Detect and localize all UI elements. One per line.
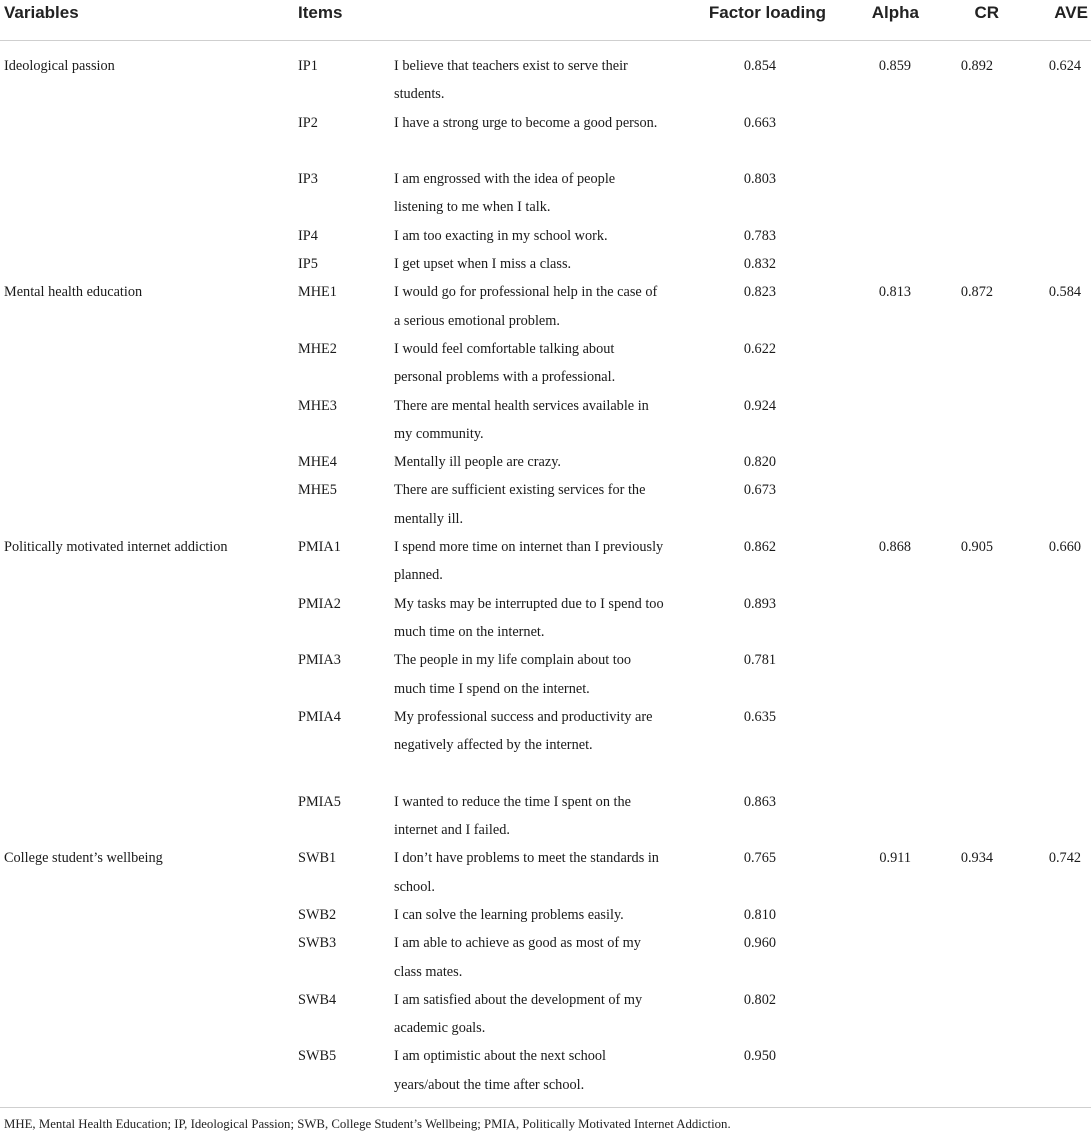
factor-loading: 0.810 xyxy=(743,906,776,923)
table-row xyxy=(0,929,1091,986)
factor-loading: 0.823 xyxy=(743,284,776,301)
table-body xyxy=(0,41,1091,1099)
item-text: The people in my life complain about too much time I spend on the internet. xyxy=(394,652,632,697)
item-text: There are sufficient existing services for the mentally ill. xyxy=(394,482,646,527)
factor-loading: 0.622 xyxy=(743,340,776,357)
item-code: MHE4 xyxy=(298,454,337,471)
cr-value: 0.934 xyxy=(960,850,993,867)
header-ave: AVE xyxy=(1054,3,1088,22)
item-code: PMIA2 xyxy=(298,595,341,612)
variable-name: Mental health education xyxy=(4,284,143,301)
item-text: I don’t have problems to meet the standards in school. xyxy=(394,850,659,895)
header-cr: CR xyxy=(974,3,999,22)
table-row xyxy=(0,788,1091,845)
variable-name: Ideological passion xyxy=(4,58,115,74)
header-items: Items xyxy=(298,3,343,22)
item-text: Mentally ill people are crazy. xyxy=(394,454,561,471)
item-code: IP3 xyxy=(298,171,318,188)
factor-loading: 0.863 xyxy=(743,793,776,810)
alpha-value: 0.911 xyxy=(879,850,911,867)
factor-loading: 0.802 xyxy=(743,991,776,1008)
item-text: I am engrossed with the idea of people listening to me when I talk. xyxy=(394,171,616,216)
variable-name: Politically motivated internet addiction xyxy=(4,539,228,556)
alpha-value: 0.813 xyxy=(878,284,911,301)
table-row xyxy=(0,278,1091,335)
item-text: I am optimistic about the next school years/about the time after school. xyxy=(394,1048,607,1093)
ave-value: 0.742 xyxy=(1048,850,1081,867)
ave-value: 0.584 xyxy=(1048,284,1081,301)
table-row xyxy=(0,448,1091,476)
variable-name: College student’s wellbeing xyxy=(4,850,163,867)
item-text: I have a strong urge to become a good person. xyxy=(394,114,658,131)
factor-loading: 0.832 xyxy=(743,256,776,273)
header-variables: Variables xyxy=(4,3,79,22)
table-row xyxy=(0,844,1091,901)
item-code: IP1 xyxy=(298,58,318,74)
cr-value: 0.872 xyxy=(960,284,993,301)
cr-value: 0.892 xyxy=(960,58,993,74)
item-code: SWB4 xyxy=(298,991,337,1008)
item-code: MHE3 xyxy=(298,397,337,414)
factor-loading: 0.924 xyxy=(743,397,776,414)
table-row xyxy=(0,476,1091,533)
factor-loading: 0.765 xyxy=(743,850,776,867)
factor-loading: 0.783 xyxy=(743,227,776,244)
item-code: IP2 xyxy=(298,114,318,131)
table-row xyxy=(0,52,1091,109)
header-factor-loading: Factor loading xyxy=(708,3,826,22)
factor-loading: 0.820 xyxy=(743,454,776,471)
item-code: SWB5 xyxy=(298,1048,337,1065)
factor-loading: 0.854 xyxy=(743,58,776,74)
item-text: My professional success and productivity are negatively affected by the internet. xyxy=(394,708,653,754)
item-code: IP4 xyxy=(298,227,318,244)
factor-loading: 0.960 xyxy=(743,935,776,952)
factor-loading: 0.950 xyxy=(743,1048,776,1065)
item-code: SWB2 xyxy=(298,906,337,923)
item-text: I am satisfied about the development of my academic goals. xyxy=(394,991,643,1037)
header-alpha: Alpha xyxy=(871,3,919,22)
table-row xyxy=(0,590,1091,647)
item-code: MHE2 xyxy=(298,340,337,357)
table-bottom-rule xyxy=(0,1107,1091,1108)
item-code: PMIA3 xyxy=(298,652,341,669)
factor-loading: 0.893 xyxy=(743,595,776,612)
table-row xyxy=(0,533,1091,590)
item-text: My tasks may be interrupted due to I spend too much time on the internet. xyxy=(394,595,664,640)
table-row xyxy=(0,986,1091,1043)
item-code: SWB3 xyxy=(298,935,337,952)
ave-value: 0.660 xyxy=(1048,539,1081,556)
table-header-row xyxy=(0,0,1091,41)
factor-loading: 0.663 xyxy=(743,114,776,131)
item-text: There are mental health services available in my community. xyxy=(394,397,649,442)
table-row xyxy=(0,335,1091,392)
table-row xyxy=(0,901,1091,929)
factor-loading: 0.862 xyxy=(743,539,776,556)
item-text: I get upset when I miss a class. xyxy=(394,256,572,273)
table-row xyxy=(0,165,1091,222)
item-text: I wanted to reduce the time I spent on the internet and I failed. xyxy=(394,793,632,839)
item-code: IP5 xyxy=(298,256,318,273)
item-text: I am able to achieve as good as most of my class mates. xyxy=(394,935,641,980)
factor-loading: 0.673 xyxy=(743,482,776,499)
item-text: I would go for professional help in the case of a serious emotional problem. xyxy=(394,284,658,329)
table-row xyxy=(0,250,1091,278)
item-code: SWB1 xyxy=(298,850,337,867)
table-row xyxy=(0,222,1091,250)
alpha-value: 0.859 xyxy=(878,58,911,74)
item-code: PMIA4 xyxy=(298,708,341,725)
table-row xyxy=(0,392,1091,449)
table-row xyxy=(0,109,1091,166)
factor-loading: 0.781 xyxy=(743,652,776,669)
item-code: MHE1 xyxy=(298,284,337,301)
factor-loading: 0.635 xyxy=(743,708,776,725)
table-footnote: MHE, Mental Health Education; IP, Ideological Passion; SWB, College Student’s Wellbeing; PMIA, Politically Motivated Internet Addiction. xyxy=(4,1117,731,1131)
table-row xyxy=(0,646,1091,703)
table-row xyxy=(0,703,1091,788)
item-text: I spend more time on internet than I previously planned. xyxy=(394,539,664,584)
cr-value: 0.905 xyxy=(960,539,993,556)
item-text: I am too exacting in my school work. xyxy=(394,227,608,244)
item-text: I can solve the learning problems easily. xyxy=(394,906,624,923)
ave-value: 0.624 xyxy=(1048,58,1081,74)
table-row xyxy=(0,1042,1091,1099)
item-text: I believe that teachers exist to serve their students. xyxy=(394,58,628,103)
item-code: PMIA5 xyxy=(298,793,341,810)
item-text: I would feel comfortable talking about personal problems with a professional. xyxy=(394,340,616,386)
item-code: MHE5 xyxy=(298,482,337,499)
alpha-value: 0.868 xyxy=(878,539,911,556)
factor-loading: 0.803 xyxy=(743,171,776,188)
item-code: PMIA1 xyxy=(298,539,341,556)
